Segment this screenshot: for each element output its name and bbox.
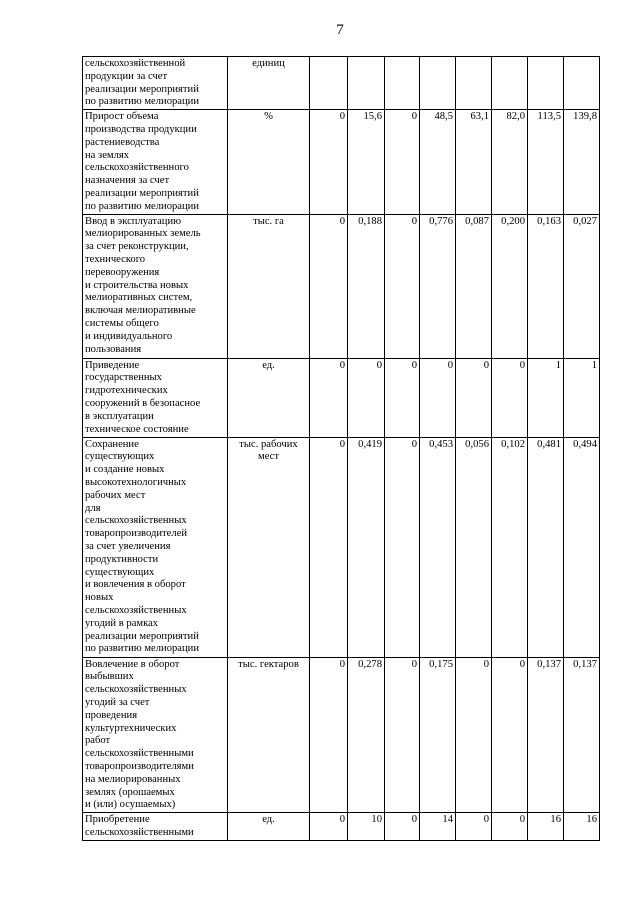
value-cell: 0,188 <box>348 214 385 358</box>
value-cell: 0,419 <box>348 437 385 657</box>
indicator-name-line: продукции за счет <box>85 70 168 82</box>
unit-cell: тыс. га <box>228 214 310 358</box>
indicator-name-line: существующих <box>85 451 155 463</box>
value-cell: 16 <box>528 813 564 841</box>
indicator-name-line: культуртехнических <box>85 722 177 734</box>
table-row <box>83 813 600 841</box>
indicator-name-cell <box>83 437 228 657</box>
value-cell: 0,494 <box>564 437 600 657</box>
value-cell: 113,5 <box>528 110 564 214</box>
value-cell: 0,102 <box>492 437 528 657</box>
value-cell: 0,278 <box>348 657 385 813</box>
indicator-name-line: в эксплуатации <box>85 410 154 422</box>
value-cell: 0,776 <box>420 214 456 358</box>
value-cell: 0,056 <box>456 437 492 657</box>
indicator-name-line: на землях <box>85 149 130 161</box>
unit-line: мест <box>257 451 279 463</box>
value-cell: 0 <box>348 358 385 437</box>
indicator-name-line: Приобретение <box>85 814 150 826</box>
value-cell: 0 <box>310 813 348 841</box>
indicator-name-line: сельскохозяйственной <box>85 58 186 69</box>
indicator-name-line: по развитию мелиорации <box>85 96 199 108</box>
indicator-name-cell <box>83 657 228 813</box>
indicator-name-line: Прирост объема <box>85 111 159 123</box>
indicator-name-cell <box>83 214 228 358</box>
value-cell: 0 <box>492 657 528 813</box>
value-cell: 82,0 <box>492 110 528 214</box>
value-cell: 0 <box>385 657 420 813</box>
value-cell: 0 <box>385 813 420 841</box>
indicator-name-line: продуктивности <box>85 553 159 565</box>
indicator-name-line: Сохранение <box>85 438 139 450</box>
indicator-name-line: реализации мероприятий <box>85 630 199 642</box>
indicator-name-line: за счет увеличения <box>85 540 171 552</box>
indicator-name-line: мелиорированных земель <box>85 228 201 240</box>
value-cell: 0,087 <box>456 214 492 358</box>
page-number: 7 <box>336 22 344 38</box>
indicator-name-line: сельскохозяйственного <box>85 162 189 174</box>
indicator-name-line: товаропроизводителей <box>85 528 188 540</box>
value-cell: 1 <box>528 358 564 437</box>
indicator-name-line: и вовлечения в оборот <box>85 579 186 591</box>
value-cell <box>420 57 456 110</box>
value-cell <box>492 57 528 110</box>
indicator-name-cell <box>83 813 228 841</box>
indicator-name-cell <box>83 57 228 110</box>
value-cell <box>456 57 492 110</box>
indicator-name-cell <box>83 358 228 437</box>
value-cell: 139,8 <box>564 110 600 214</box>
indicator-name-line: угодий в рамках <box>85 617 159 629</box>
indicator-name-line: сельскохозяйственных <box>85 684 187 696</box>
value-cell <box>310 57 348 110</box>
indicator-name-line: реализации мероприятий <box>85 83 199 95</box>
indicator-name-line: угодий за счет <box>85 696 150 708</box>
value-cell: 0 <box>385 358 420 437</box>
value-cell: 0 <box>385 437 420 657</box>
indicator-name-line: гидротехнических <box>85 385 168 397</box>
indicator-name-line: работ <box>85 735 111 747</box>
value-cell: 14 <box>420 813 456 841</box>
indicator-name-line: существующих <box>85 566 155 578</box>
indicator-name-line: растениеводства <box>85 136 160 148</box>
unit-line: тыс. рабочих <box>239 438 298 450</box>
value-cell: 0 <box>310 214 348 358</box>
indicator-name-line: перевооружения <box>85 266 160 278</box>
value-cell: 0,200 <box>492 214 528 358</box>
indicator-name-line: землях (орошаемых <box>85 786 175 798</box>
table-row <box>83 358 600 437</box>
table-row <box>83 657 600 813</box>
value-cell: 16 <box>564 813 600 841</box>
unit-cell: единиц <box>228 57 310 110</box>
value-cell: 0 <box>492 813 528 841</box>
value-cell: 0 <box>385 110 420 214</box>
indicator-name-line: на мелиорированных <box>85 773 181 785</box>
value-cell: 0 <box>456 657 492 813</box>
unit-cell: ед. <box>228 813 310 841</box>
value-cell: 0 <box>310 358 348 437</box>
indicator-name-line: технического <box>85 253 146 265</box>
indicator-name-line: системы общего <box>85 317 159 329</box>
indicator-name-line: техническое состояние <box>85 423 189 435</box>
indicator-name-line: сооружений в безопасное <box>85 397 201 409</box>
unit-cell: ед. <box>228 358 310 437</box>
value-cell: 0 <box>492 358 528 437</box>
value-cell: 0,137 <box>564 657 600 813</box>
value-cell <box>564 57 600 110</box>
indicator-name-line: Вовлечение в оборот <box>85 658 180 670</box>
indicator-name-line: пользования <box>85 343 142 355</box>
value-cell: 0 <box>420 358 456 437</box>
indicator-name-line: и строительства новых <box>85 279 189 291</box>
indicator-name-line: и индивидуального <box>85 330 173 342</box>
indicator-name-line: за счет реконструкции, <box>85 241 189 253</box>
value-cell: 0,163 <box>528 214 564 358</box>
indicator-name-line: товаропроизводителями <box>85 760 194 772</box>
table-row <box>83 437 600 657</box>
value-cell: 0 <box>456 358 492 437</box>
indicator-name-line: реализации мероприятий <box>85 187 199 199</box>
unit-cell: % <box>228 110 310 214</box>
indicator-name-line: по развитию мелиорации <box>85 200 199 212</box>
value-cell: 48,5 <box>420 110 456 214</box>
value-cell: 10 <box>348 813 385 841</box>
indicator-name-line: проведения <box>85 709 138 721</box>
indicator-name-line: сельскохозяйственных <box>85 604 187 616</box>
value-cell: 0 <box>310 437 348 657</box>
value-cell: 0 <box>456 813 492 841</box>
table-row <box>83 110 600 214</box>
table-row <box>83 214 600 358</box>
value-cell <box>385 57 420 110</box>
indicator-name-line: и (или) осушаемых) <box>85 799 176 811</box>
indicator-name-line: Ввод в эксплуатацию <box>85 215 182 227</box>
indicator-name-line: сельскохозяйственных <box>85 515 187 527</box>
value-cell: 1 <box>564 358 600 437</box>
value-cell: 0,481 <box>528 437 564 657</box>
indicator-name-line: производства продукции <box>85 123 197 135</box>
unit-cell: тыс. гектаров <box>228 657 310 813</box>
indicator-name-line: новых <box>85 592 114 604</box>
value-cell: 0 <box>310 657 348 813</box>
value-cell: 15,6 <box>348 110 385 214</box>
indicator-name-line: выбывших <box>85 671 134 683</box>
indicator-name-line: рабочих мест <box>85 489 146 501</box>
indicator-name-line: по развитию мелиорации <box>85 643 199 655</box>
value-cell <box>348 57 385 110</box>
table-row <box>83 57 600 110</box>
value-cell: 63,1 <box>456 110 492 214</box>
indicator-name-line: сельскохозяйственными <box>85 748 194 760</box>
indicator-name-line: Приведение <box>85 359 140 371</box>
value-cell: 0,027 <box>564 214 600 358</box>
value-cell: 0,175 <box>420 657 456 813</box>
value-cell: 0 <box>385 214 420 358</box>
indicator-name-line: высокотехнологичных <box>85 476 187 488</box>
indicator-name-line: включая мелиоративные <box>85 305 196 317</box>
value-cell <box>528 57 564 110</box>
value-cell: 0,453 <box>420 437 456 657</box>
indicator-name-line: государственных <box>85 372 162 384</box>
value-cell: 0,137 <box>528 657 564 813</box>
unit-cell <box>228 437 310 657</box>
indicator-name-line: и создание новых <box>85 464 165 476</box>
indicator-name-cell <box>83 110 228 214</box>
value-cell: 0 <box>310 110 348 214</box>
indicator-name-line: для <box>85 502 101 514</box>
indicators-table <box>82 56 600 841</box>
indicator-name-line: сельскохозяйственными <box>85 826 194 838</box>
indicator-name-line: назначения за счет <box>85 175 170 187</box>
indicator-name-line: мелиоративных систем, <box>85 292 193 304</box>
